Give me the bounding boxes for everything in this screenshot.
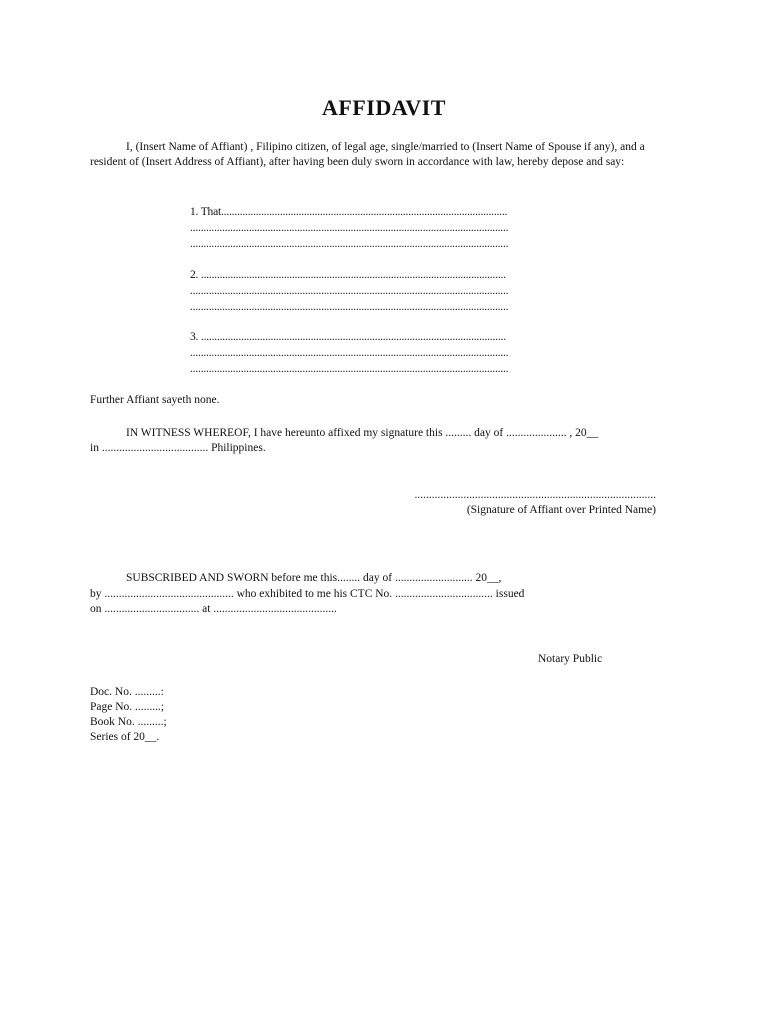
- notary-public-label: Notary Public: [538, 653, 603, 665]
- series-line: Series of 20__.: [90, 731, 160, 743]
- item-3-line-2: .......................................................................................................................: [190, 347, 509, 359]
- item-3-line-1: 3. ..................................................................................................................: [190, 331, 506, 343]
- item-2-line-2: .......................................................................................................................: [190, 285, 509, 297]
- doc-no-line: Doc. No. .........:: [90, 686, 164, 698]
- item-2-line-1: 2. ..................................................................................................................: [190, 269, 506, 281]
- book-no-line: Book No. .........;: [90, 716, 167, 728]
- further-affiant-text: Further Affiant sayeth none.: [90, 394, 220, 406]
- item-1-line-3: .......................................................................................................................: [190, 238, 509, 250]
- affiant-signature-caption: (Signature of Affiant over Printed Name): [466, 504, 656, 516]
- item-1-line-1: 1. That...........................................................................................................: [190, 206, 508, 218]
- item-3-line-3: .......................................................................................................................: [190, 363, 509, 375]
- intro-paragraph: I, (Insert Name of Affiant) , Filipino citizen, of legal age, single/married to (Insert Name of Spouse if any), and a resident of (Insert Address of Affiant), after having been duly sworn in accordance with law, hereby depose and say:: [90, 141, 645, 168]
- subscribed-line-1: SUBSCRIBED AND SWORN before me this........ day of ........................... 20__,: [126, 572, 502, 584]
- witness-line-2: in ..................................... Philippines.: [90, 442, 266, 454]
- page-no-line: Page No. .........;: [90, 701, 165, 713]
- subscribed-line-2: by ............................................. who exhibited to me his CTC No. .................................. issued: [90, 588, 525, 600]
- affiant-signature-line: ....................................................................................: [414, 489, 656, 501]
- item-2-line-3: .......................................................................................................................: [190, 301, 509, 313]
- document-title: AFFIDAVIT: [322, 95, 446, 120]
- item-1-line-2: .......................................................................................................................: [190, 222, 509, 234]
- subscribed-line-3: on ................................. at ...........................................: [90, 603, 337, 615]
- witness-line-1: IN WITNESS WHEREOF, I have hereunto affixed my signature this ......... day of ..................... , 20__: [126, 427, 599, 439]
